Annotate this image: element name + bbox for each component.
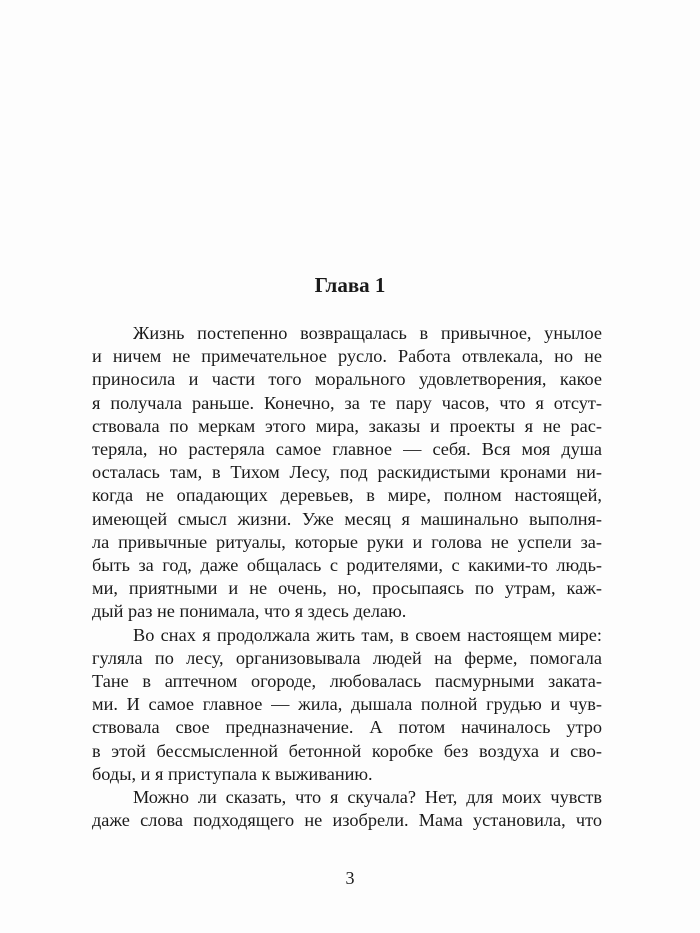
text-line: ствовала по меркам этого мира, заказы и проекты я не рас-: [92, 415, 602, 436]
page-number: 3: [345, 868, 355, 888]
text-line: ствовала свое предназначение. А потом начиналось утро: [92, 717, 602, 738]
text-line: ми, приятными и не очень, но, просыпаясь по утрам, каж-: [92, 578, 602, 599]
text-line: когда не опадающих деревьев, в мире, полном настоящей,: [92, 485, 602, 506]
text-line: ми. И самое главное — жила, дышала полной грудью и чув-: [92, 694, 602, 715]
text-line: Во снах я продолжала жить там, в своем настоящем мире:: [133, 624, 602, 645]
text-line: ла привычные ритуалы, которые руки и голова не успели за-: [92, 531, 602, 552]
text-line: и ничем не примечательное русло. Работа отвлекала, но не: [92, 346, 602, 367]
text-line: даже слова подходящего не изобрели. Мама установила, что: [92, 810, 602, 831]
text-line: Можно ли сказать, что я скучала? Нет, для моих чувств: [133, 787, 602, 807]
text-line: в этой бессмысленной бетонной коробке без воздуха и сво-: [92, 740, 602, 761]
text-line: дый раз не понимала, что я здесь делаю.: [92, 601, 407, 622]
text-line: осталась там, в Тихом Лесу, под раскидистыми кронами ни-: [92, 462, 602, 483]
text-line: боды, и я приступала к выживанию.: [92, 763, 373, 784]
text-line: быть за год, даже общалась с родителями, с какими-то людь-: [92, 555, 602, 575]
text-line: гуляла по лесу, организовывала людей на ферме, помогала: [92, 647, 602, 668]
text-line: я получала раньше. Конечно, за те пару часов, что я отсут-: [92, 392, 602, 413]
text-line: Тане в аптечном огороде, любовалась пасмурными заката-: [92, 671, 602, 691]
text-line: Жизнь постепенно возвращалась в привычное, унылое: [133, 323, 602, 343]
text-line: имеющей смысл жизни. Уже месяц я машинально выполня-: [92, 508, 602, 529]
chapter-title: Глава 1: [314, 273, 386, 297]
text-line: приносила и части того морального удовлетворения, какое: [92, 369, 602, 390]
text-line: теряла, но растеряла самое главное — себя. Вся моя душа: [92, 439, 602, 459]
